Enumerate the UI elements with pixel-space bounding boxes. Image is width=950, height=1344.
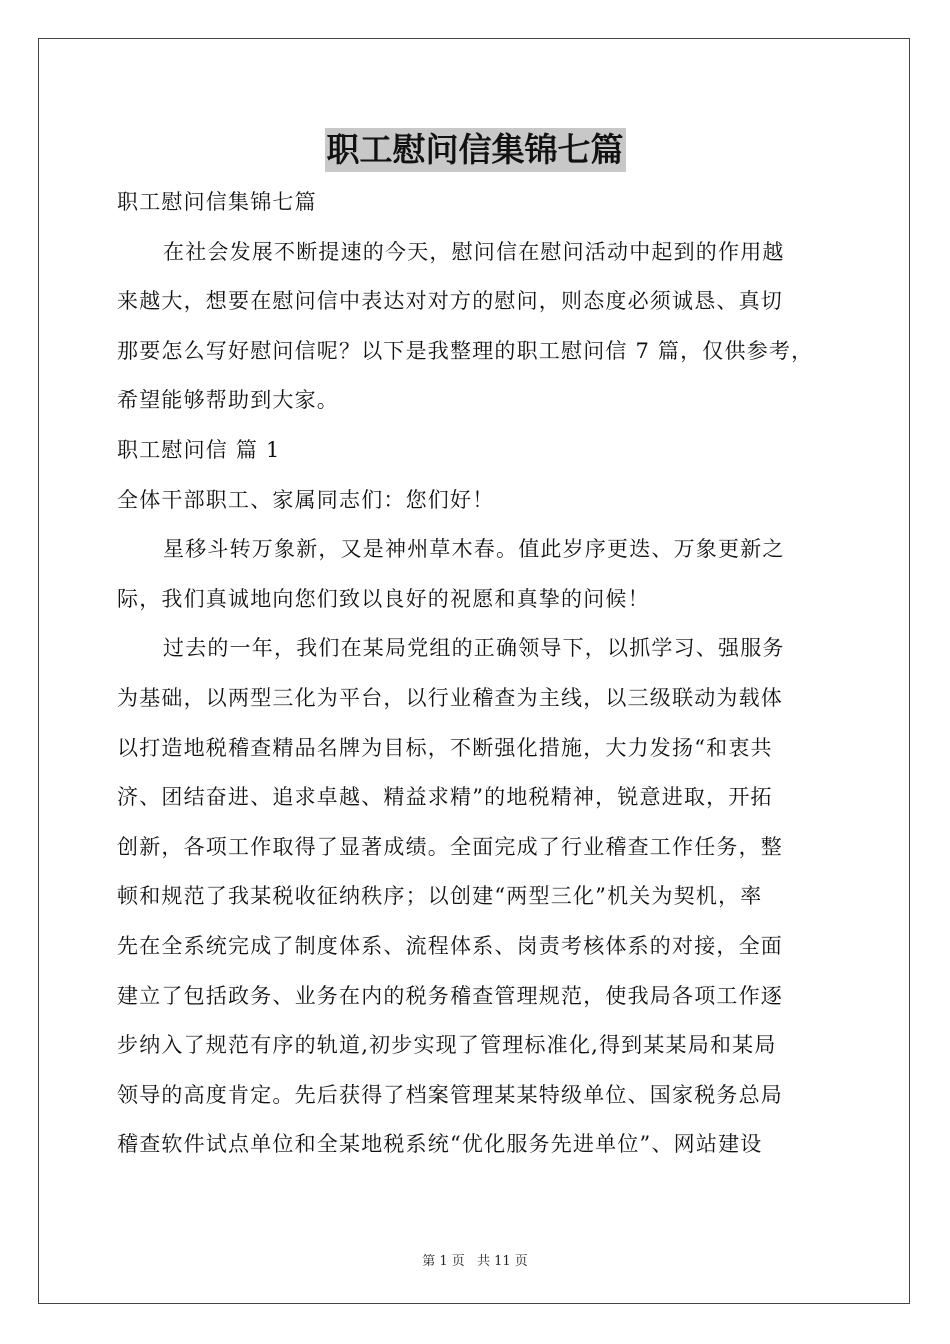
section-heading: 职工慰问信 篇 1 [117, 437, 281, 462]
body-line: 过去的一年，我们在某局党组的正确领导下，以抓学习、强服务 [163, 636, 785, 661]
body-line: 以打造地税稽查精品名牌为目标，不断强化措施，大力发扬“和衷共 [117, 735, 773, 760]
body-line: 星移斗转万象新，又是神州草木春。值此岁序更迭、万象更新之 [163, 537, 785, 562]
document-title: 职工慰问信集锦七篇 [325, 128, 626, 172]
body-line: 希望能够帮助到大家。 [117, 388, 339, 413]
body-line: 创新，各项工作取得了显著成绩。全面完成了行业稽查工作任务，整 [117, 834, 783, 859]
body-line: 在社会发展不断提速的今天，慰问信在慰问活动中起到的作用越 [163, 239, 785, 264]
body-line: 职工慰问信集锦七篇 [117, 190, 317, 214]
body-line: 建立了包括政务、业务在内的税务稽查管理规范，使我局各项工作逐 [117, 983, 783, 1008]
page-number: 第 1 页 [422, 1254, 465, 1269]
body-line: 际，我们真诚地向您们致以良好的祝愿和真挚的问候！ [117, 586, 650, 611]
body-line: 步纳入了规范有序的轨道,初步实现了管理标准化,得到某某局和某局 [117, 1033, 777, 1058]
body-line: 顿和规范了我某税收征纳秩序；以创建“两型三化”机关为契机，率 [117, 884, 763, 909]
title-wrap [0, 128, 950, 172]
body-line: 那要怎么写好慰问信呢？以下是我整理的职工慰问信 7 篇，仅供参考， [117, 338, 814, 363]
body-line: 领导的高度肯定。先后获得了档案管理某某特级单位、国家税务总局 [117, 1082, 783, 1107]
page-footer [0, 1250, 950, 1269]
body-line: 济、团结奋进、追求卓越、精益求精”的地税精神，锐意进取，开拓 [117, 785, 773, 810]
body-line: 先在全系统完成了制度体系、流程体系、岗责考核体系的对接，全面 [117, 933, 783, 958]
page-total: 共 11 页 [476, 1254, 528, 1269]
body-line: 为基础，以两型三化为平台，以行业稽查为主线，以三级联动为载体 [117, 685, 783, 710]
body-line: 来越大，想要在慰问信中表达对对方的慰问，则态度必须诚恳、真切 [117, 289, 783, 314]
document-body [117, 178, 837, 1170]
body-line: 稽查软件试点单位和全某地税系统“优化服务先进单位”、网站建设 [117, 1132, 763, 1157]
salutation: 全体干部职工、家属同志们：您们好！ [117, 487, 495, 512]
